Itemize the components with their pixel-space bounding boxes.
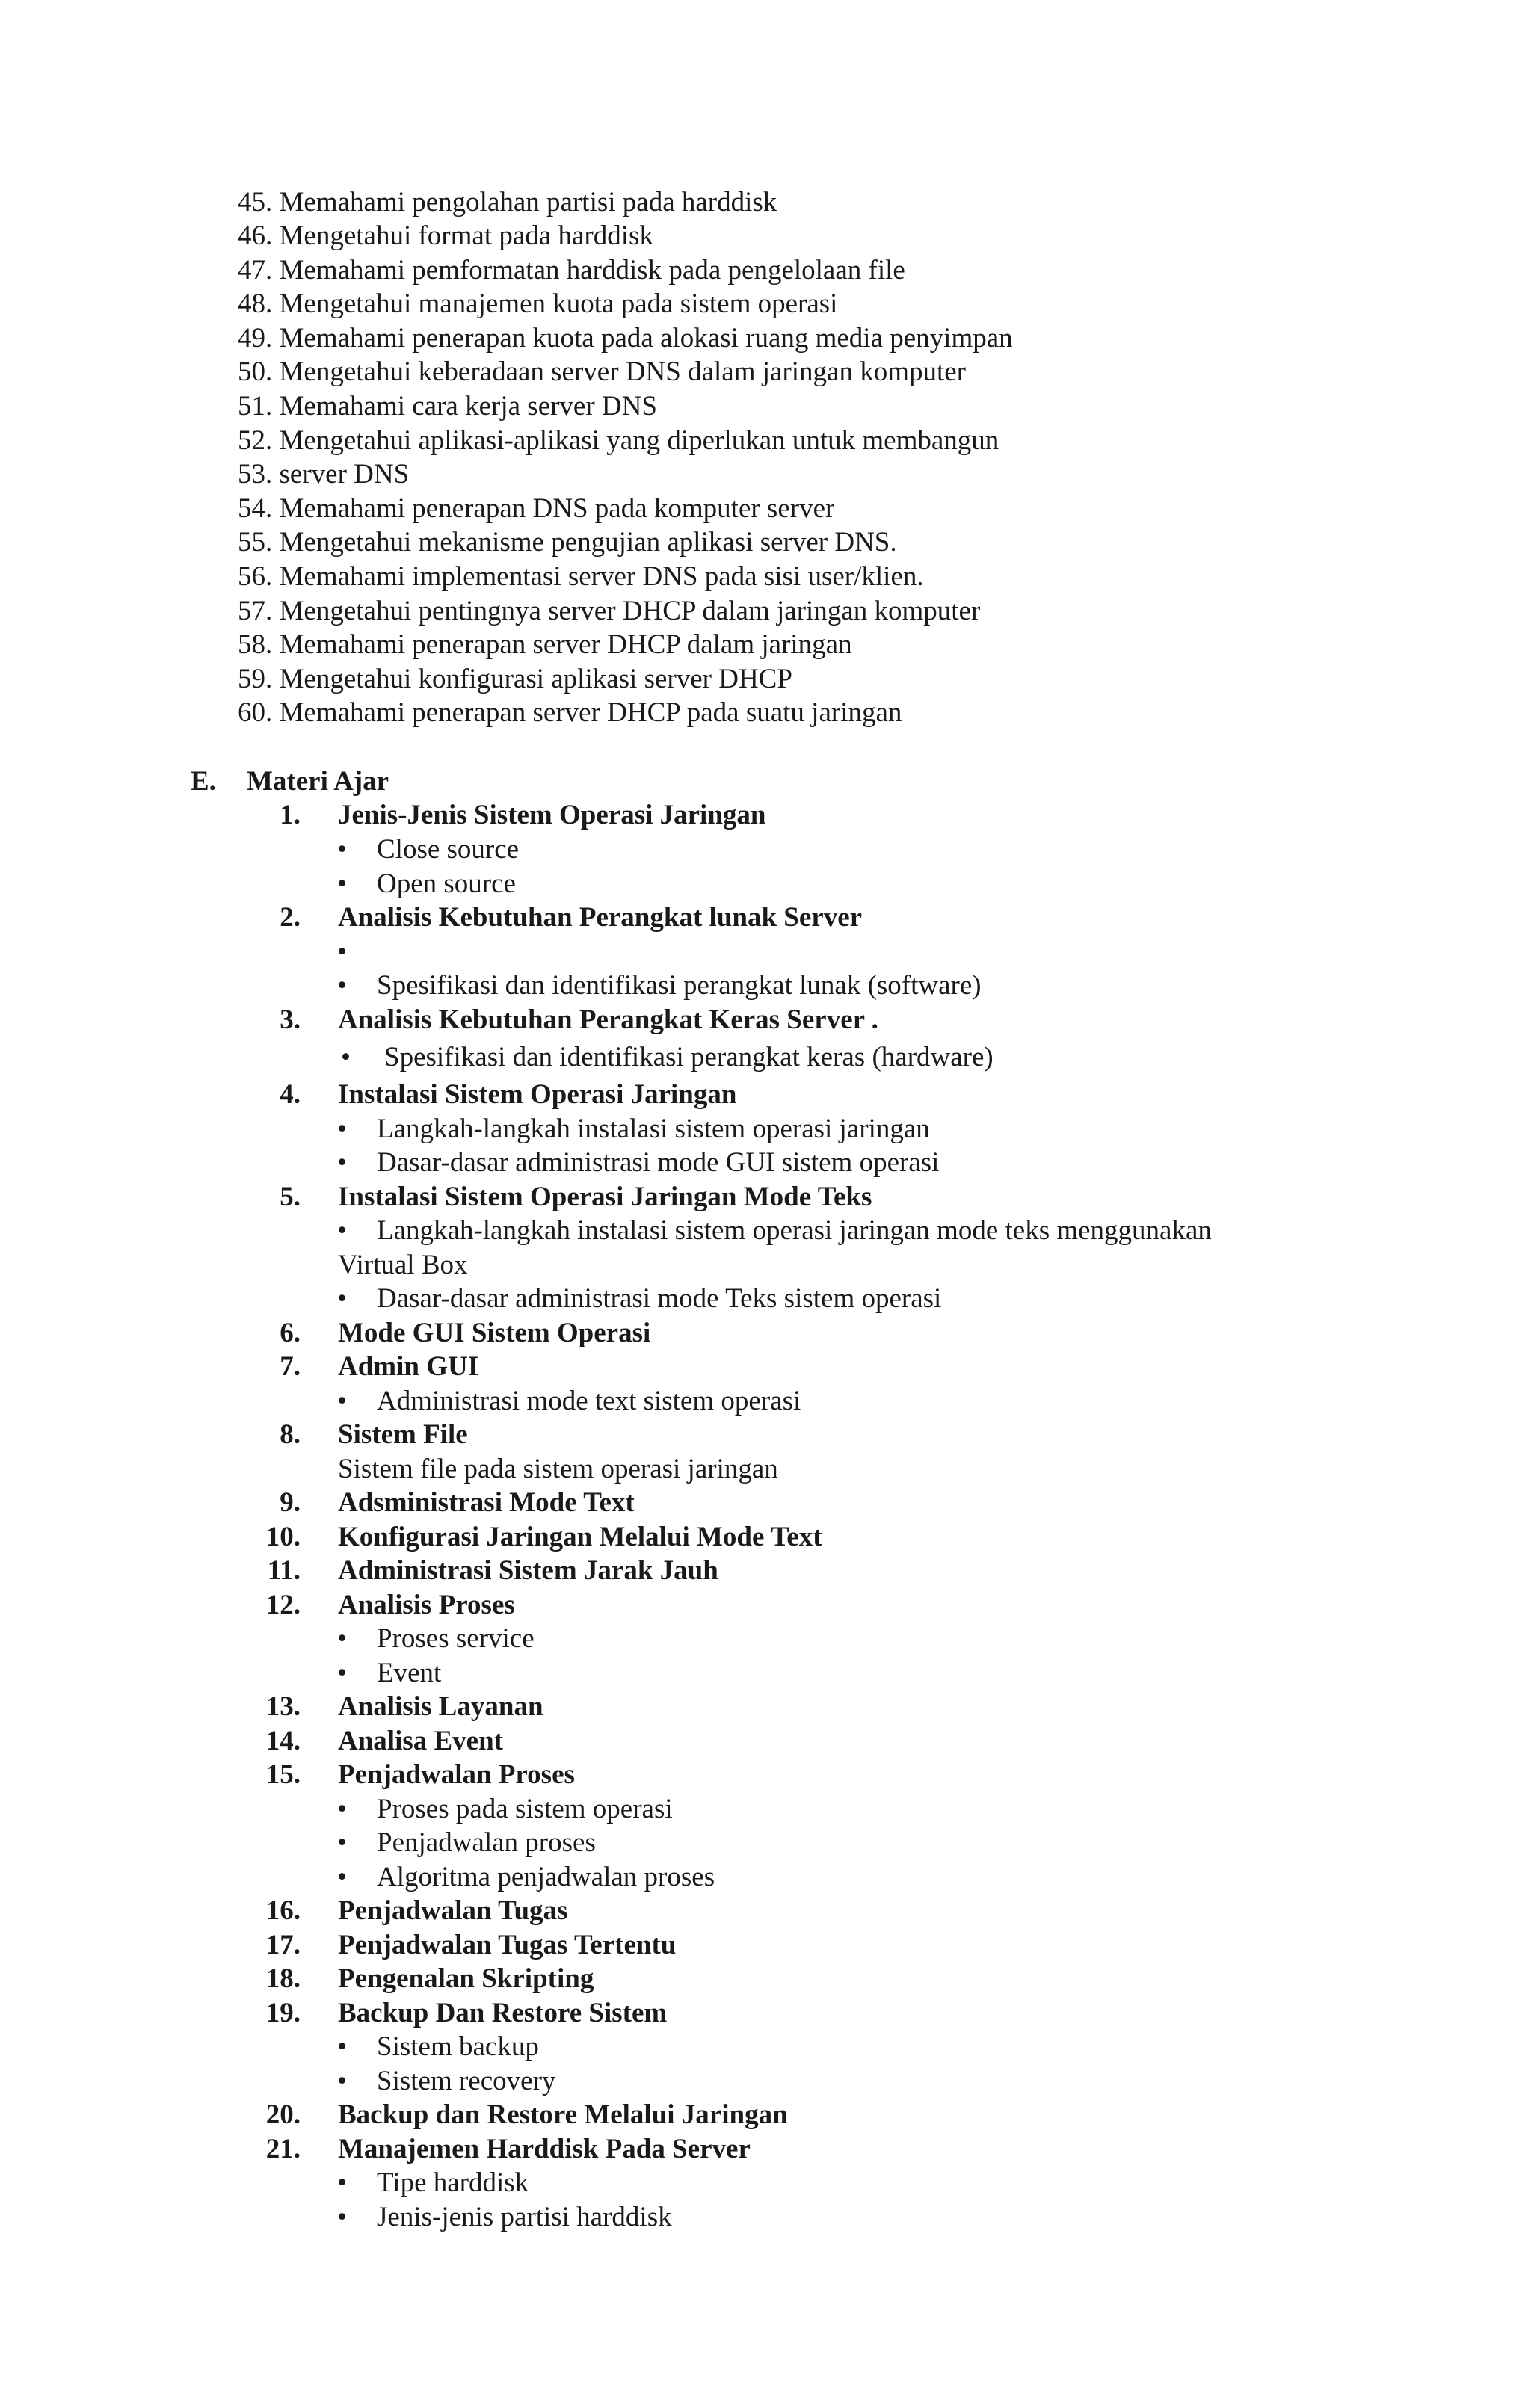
list-item: 54. Memahami penerapan DNS pada komputer server — [238, 493, 835, 524]
bullet-mark: • — [337, 1114, 347, 1144]
materi-number: 14. — [265, 1726, 301, 1756]
materi-title: Backup dan Restore Melalui Jaringan — [338, 2099, 788, 2130]
bullet-text: Spesifikasi dan identifikasi perangkat keras (hardware) — [384, 1042, 994, 1072]
materi-title: Analisis Kebutuhan Perangkat lunak Server — [338, 902, 863, 933]
bullet-mark: • — [337, 1794, 347, 1824]
materi-title: Manajemen Harddisk Pada Server — [338, 2134, 751, 2164]
materi-title: Penjadwalan Tugas Tertentu — [338, 1930, 677, 1960]
bullet-mark: • — [337, 1623, 347, 1654]
materi-number: 3. — [280, 1004, 301, 1035]
bullet-mark: • — [337, 2031, 347, 2062]
bullet-mark: • — [337, 1862, 347, 1892]
list-item: 53. server DNS — [238, 459, 410, 490]
list-item: 50. Mengetahui keberadaan server DNS dalam jaringan komputer — [238, 356, 966, 387]
bullet-mark: • — [337, 868, 347, 899]
materi-number: 15. — [265, 1759, 301, 1790]
bullet-mark: • — [337, 2167, 347, 2198]
materi-title: Penjadwalan Proses — [338, 1759, 575, 1790]
list-item: 51. Memahami cara kerja server DNS — [238, 391, 657, 422]
materi-number: 18. — [265, 1963, 301, 1994]
materi-title: Mode GUI Sistem Operasi — [338, 1318, 651, 1348]
section-title: Materi Ajar — [247, 766, 389, 797]
materi-title: Jenis-Jenis Sistem Operasi Jaringan — [338, 800, 766, 830]
bullet-mark: • — [337, 936, 347, 967]
materi-number: 11. — [267, 1555, 301, 1586]
list-item: 48. Mengetahui manajemen kuota pada sistem operasi — [238, 288, 838, 319]
materi-number: 20. — [265, 2099, 301, 2130]
bullet-text: Open source — [377, 868, 516, 899]
bullet-text: Langkah-langkah instalasi sistem operasi jaringan — [377, 1114, 930, 1144]
materi-number: 10. — [265, 1522, 301, 1552]
materi-number: 21. — [265, 2134, 301, 2164]
list-item: 57. Mengetahui pentingnya server DHCP dalam jaringan komputer — [238, 596, 981, 626]
materi-title: Analisis Proses — [338, 1590, 515, 1620]
list-item: 49. Memahami penerapan kuota pada alokasi ruang media penyimpan — [238, 323, 1013, 354]
list-item: 52. Mengetahui aplikasi-aplikasi yang diperlukan untuk membangun — [238, 425, 999, 456]
materi-title: Pengenalan Skripting — [338, 1963, 594, 1994]
bullet-text: Tipe harddisk — [377, 2167, 529, 2198]
materi-number: 16. — [265, 1895, 301, 1926]
materi-title: Backup Dan Restore Sistem — [338, 1998, 668, 2028]
bullet-mark: • — [337, 2202, 347, 2232]
bullet-mark: • — [337, 2066, 347, 2096]
materi-title: Analisis Layanan — [338, 1691, 543, 1722]
materi-title: Analisa Event — [338, 1726, 504, 1756]
bullet-mark: • — [341, 1042, 351, 1072]
bullet-text: Close source — [377, 834, 520, 865]
list-item: 46. Mengetahui format pada harddisk — [238, 220, 653, 251]
materi-number: 9. — [280, 1487, 301, 1518]
materi-number: 17. — [265, 1930, 301, 1960]
bullet-mark: • — [337, 834, 347, 865]
list-item: 58. Memahami penerapan server DHCP dalam jaringan — [238, 629, 852, 660]
plain-text: Virtual Box — [338, 1250, 468, 1280]
bullet-text: Proses pada sistem operasi — [377, 1794, 673, 1824]
bullet-mark: • — [337, 1215, 347, 1246]
bullet-text: Spesifikasi dan identifikasi perangkat lunak (software) — [377, 970, 982, 1001]
materi-title: Sistem File — [338, 1419, 468, 1450]
list-item: 47. Memahami pemformatan harddisk pada pengelolaan file — [238, 255, 905, 285]
bullet-text: Proses service — [377, 1623, 535, 1654]
materi-number: 2. — [280, 902, 301, 933]
bullet-text: Jenis-jenis partisi harddisk — [377, 2202, 672, 2232]
materi-title: Adsministrasi Mode Text — [338, 1487, 635, 1518]
materi-number: 4. — [280, 1079, 301, 1110]
bullet-text: Sistem backup — [377, 2031, 539, 2062]
bullet-text: Algoritma penjadwalan proses — [377, 1862, 715, 1892]
bullet-mark: • — [337, 1386, 347, 1416]
materi-title: Penjadwalan Tugas — [338, 1895, 568, 1926]
materi-title: Konfigurasi Jaringan Melalui Mode Text — [338, 1522, 822, 1552]
bullet-text: Administrasi mode text sistem operasi — [377, 1386, 801, 1416]
list-item: 60. Memahami penerapan server DHCP pada suatu jaringan — [238, 697, 902, 728]
bullet-text: Langkah-langkah instalasi sistem operasi jaringan mode teks menggunakan — [377, 1215, 1212, 1246]
materi-number: 8. — [280, 1419, 301, 1450]
bullet-mark: • — [337, 1147, 347, 1178]
bullet-text: Dasar-dasar administrasi mode Teks sistem operasi — [377, 1283, 942, 1314]
list-item: 55. Mengetahui mekanisme pengujian aplikasi server DNS. — [238, 527, 897, 558]
bullet-text: Sistem recovery — [377, 2066, 556, 2096]
bullet-mark: • — [337, 970, 347, 1001]
section-letter: E. — [191, 766, 216, 797]
bullet-mark: • — [337, 1658, 347, 1688]
materi-number: 1. — [280, 800, 301, 830]
materi-title: Admin GUI — [338, 1351, 479, 1382]
materi-number: 12. — [265, 1590, 301, 1620]
bullet-text: Event — [377, 1658, 442, 1688]
materi-number: 13. — [265, 1691, 301, 1722]
list-item: 59. Mengetahui konfigurasi aplikasi server DHCP — [238, 664, 792, 694]
materi-number: 7. — [280, 1351, 301, 1382]
materi-number: 5. — [280, 1182, 301, 1212]
bullet-mark: • — [337, 1283, 347, 1314]
plain-text: Sistem file pada sistem operasi jaringan — [338, 1454, 778, 1484]
materi-title: Analisis Kebutuhan Perangkat Keras Server . — [338, 1004, 878, 1035]
bullet-mark: • — [337, 1827, 347, 1858]
materi-title: Administrasi Sistem Jarak Jauh — [338, 1555, 718, 1586]
bullet-text: Dasar-dasar administrasi mode GUI sistem operasi — [377, 1147, 940, 1178]
bullet-text: Penjadwalan proses — [377, 1827, 596, 1858]
list-item: 45. Memahami pengolahan partisi pada harddisk — [238, 187, 777, 217]
materi-number: 19. — [265, 1998, 301, 2028]
materi-number: 6. — [280, 1318, 301, 1348]
materi-title: Instalasi Sistem Operasi Jaringan Mode Teks — [338, 1182, 872, 1212]
materi-title: Instalasi Sistem Operasi Jaringan — [338, 1079, 737, 1110]
list-item: 56. Memahami implementasi server DNS pada sisi user/klien. — [238, 561, 924, 592]
